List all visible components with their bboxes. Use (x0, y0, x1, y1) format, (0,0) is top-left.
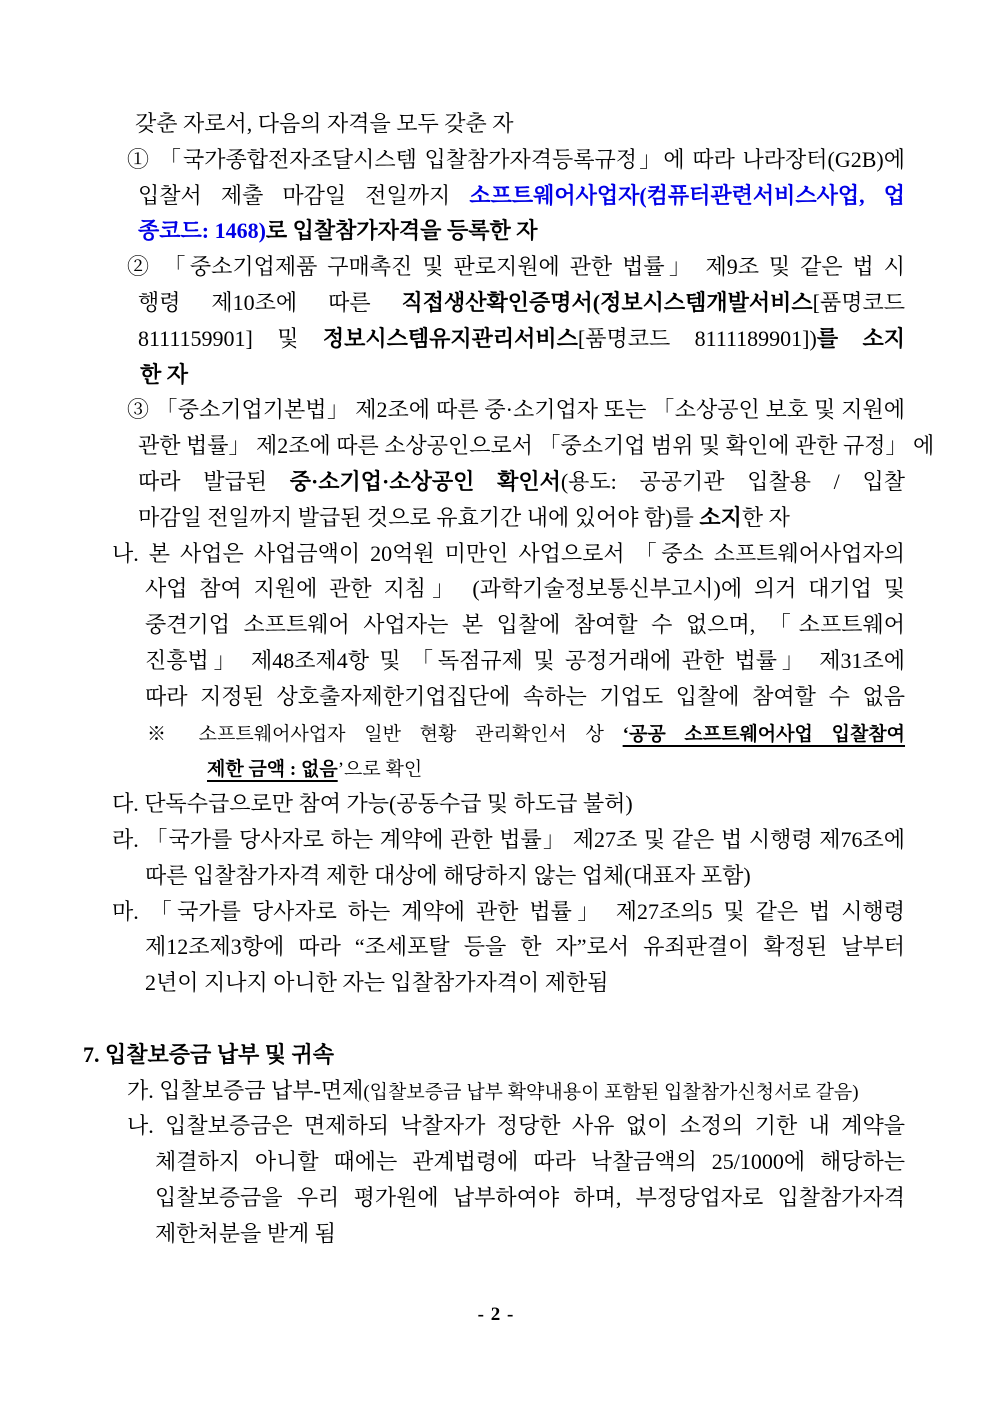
text-segment: 소프트웨어사업자(컴퓨터관련서비스사업, 업 (469, 182, 905, 208)
text-segment: 제한 금액 : 없음 (207, 759, 338, 781)
text-segment: 라. 「국가를 당사자로 하는 계약에 관한 법률」 제27조 및 같은 법 시행령 제76조에 (112, 826, 905, 852)
text-line (83, 500, 905, 536)
text-line (83, 321, 905, 357)
text-segment: 행령 제10조에 따른 (138, 289, 402, 315)
text-segment: 가. 입찰보증금 납부-면제 (127, 1077, 364, 1103)
text-line (83, 106, 905, 142)
text-line (83, 1180, 905, 1216)
text-segment: 한 자 (140, 361, 189, 387)
text-segment: 마. 「국가를 당사자로 하는 계약에 관한 법률」 제27조의5 및 같은 법 시행령 (112, 898, 905, 924)
text-segment: 진흥법」 제48조제4항 및 「독점규제 및 공정거래에 관한 법률」 제31조에 (145, 647, 905, 673)
text-line (83, 285, 905, 321)
text-line (83, 929, 905, 965)
text-segment: 입찰보증금을 우리 평가원에 납부하여야 하며, 부정당업자로 입찰참가자격 (155, 1184, 905, 1210)
text-line (83, 213, 905, 249)
text-line (83, 428, 935, 464)
text-segment: 종코드: 1468) (138, 218, 266, 244)
text-segment: 따라 지정된 상호출자제한기업집단에 속하는 기업도 입찰에 참여할 수 없음 (145, 683, 905, 709)
text-line (83, 249, 905, 285)
text-segment: [품명코드 (812, 289, 905, 315)
text-line (83, 894, 905, 930)
text-line (83, 1108, 905, 1144)
text-line (83, 357, 905, 393)
text-segment: 한 자 (741, 504, 790, 530)
text-line (83, 1216, 905, 1252)
text-segment: 다. 단독수급으로만 참여 가능(공동수급 및 하도급 불허) (112, 791, 633, 817)
text-segment: 로 입찰참가자격을 등록한 자 (265, 218, 538, 244)
text-segment: 따라 발급된 (138, 468, 290, 494)
text-segment: 갖춘 자로서, 다음의 자격을 모두 갖춘 자 (135, 111, 514, 136)
text-segment: 중·소기업·소상공인 확인서 (289, 468, 561, 494)
text-segment: 관한 법률」 제2조에 따른 소상공인으로서 「중소기업 범위 및 확인에 관한 규정」 에 (138, 433, 935, 459)
text-segment: ③ 「중소기업기본법」 제2조에 따른 중·소기업자 또는 「소상공인 보호 및 지원에 (127, 397, 905, 423)
text-segment: ② 「중소기업제품 구매촉진 및 판로지원에 관한 법률」 제9조 및 같은 법 시 (127, 254, 905, 280)
text-segment: 입찰서 제출 마감일 전일까지 (138, 182, 470, 208)
text-line (83, 178, 905, 214)
text-segment: 제한처분을 받게 됨 (155, 1220, 337, 1246)
text-segment: 8111159901] 및 (138, 325, 323, 351)
text-line (83, 1144, 905, 1180)
text-segment: 나. 입찰보증금은 면제하되 낙찰자가 정당한 사유 없이 소정의 기한 내 계약을 (127, 1113, 905, 1139)
text-segment: ‘공공 소프트웨어사업 입찰참여 (622, 723, 906, 745)
text-line (83, 643, 905, 679)
text-segment: (입찰보증금 납부 확약내용이 포함된 입찰참가신청서로 갈음) (363, 1081, 859, 1103)
text-segment: ’으로 확인 (337, 759, 423, 781)
text-segment: 2년이 지나지 아니한 자는 입찰참가자격이 제한됨 (145, 970, 609, 996)
text-segment: [품명코드 8111189901]) (577, 325, 817, 351)
blank-line (83, 1001, 905, 1037)
text-segment: 제12조제3항에 따라 “조세포탈 등을 한 자”로서 유죄판결이 확정된 날부터 (145, 934, 905, 960)
text-segment: 7. 입찰보증금 납부 및 귀속 (83, 1041, 335, 1067)
text-segment: ※ 소프트웨어사업자 일반 현황 관리확인서 상 (147, 723, 623, 745)
text-line (83, 392, 905, 428)
text-segment: 마감일 전일까지 발급된 것으로 유효기간 내에 있어야 함)를 (138, 504, 700, 530)
text-line (83, 1037, 905, 1073)
text-line (83, 858, 905, 894)
text-line (83, 750, 905, 786)
page-number: - 2 - (477, 1304, 515, 1325)
text-line (83, 142, 905, 178)
document-body (83, 106, 935, 1252)
text-line (83, 571, 905, 607)
text-line (83, 786, 905, 822)
text-line (83, 715, 905, 751)
text-line (83, 536, 905, 572)
text-line (83, 607, 905, 643)
text-line (83, 822, 905, 858)
text-segment: 정보시스템유지관리서비스 (322, 325, 578, 351)
text-line (83, 965, 905, 1001)
text-segment: 나. 본 사업은 사업금액이 20억원 미만인 사업으로서 「중소 소프트웨어사업자의 (112, 540, 905, 566)
text-segment: 중견기업 소프트웨어 사업자는 본 입찰에 참여할 수 없으며, 「소프트웨어 (145, 612, 905, 638)
text-line (83, 464, 905, 500)
text-segment: 직접생산확인증명서(정보시스템개발서비스 (401, 289, 813, 315)
text-segment: 소지 (699, 504, 742, 530)
text-segment: ① 「국가종합전자조달시스템 입찰참가자격등록규정」에 따라 나라장터(G2B)에 (127, 146, 905, 172)
text-segment: 따른 입찰참가자격 제한 대상에 해당하지 않는 업체(대표자 포함) (145, 862, 751, 888)
text-segment: 사업 참여 지원에 관한 지침」 (과학기술정보통신부고시)에 의거 대기업 및 (145, 576, 905, 602)
text-segment: (용도: 공공기관 입찰용 / 입찰 (560, 468, 905, 494)
text-line (83, 679, 905, 715)
text-segment: 체결하지 아니할 때에는 관계법령에 따라 낙찰금액의 25/1000에 해당하는 (155, 1149, 905, 1175)
text-line (83, 1073, 905, 1109)
text-segment: 를 소지 (816, 325, 905, 351)
